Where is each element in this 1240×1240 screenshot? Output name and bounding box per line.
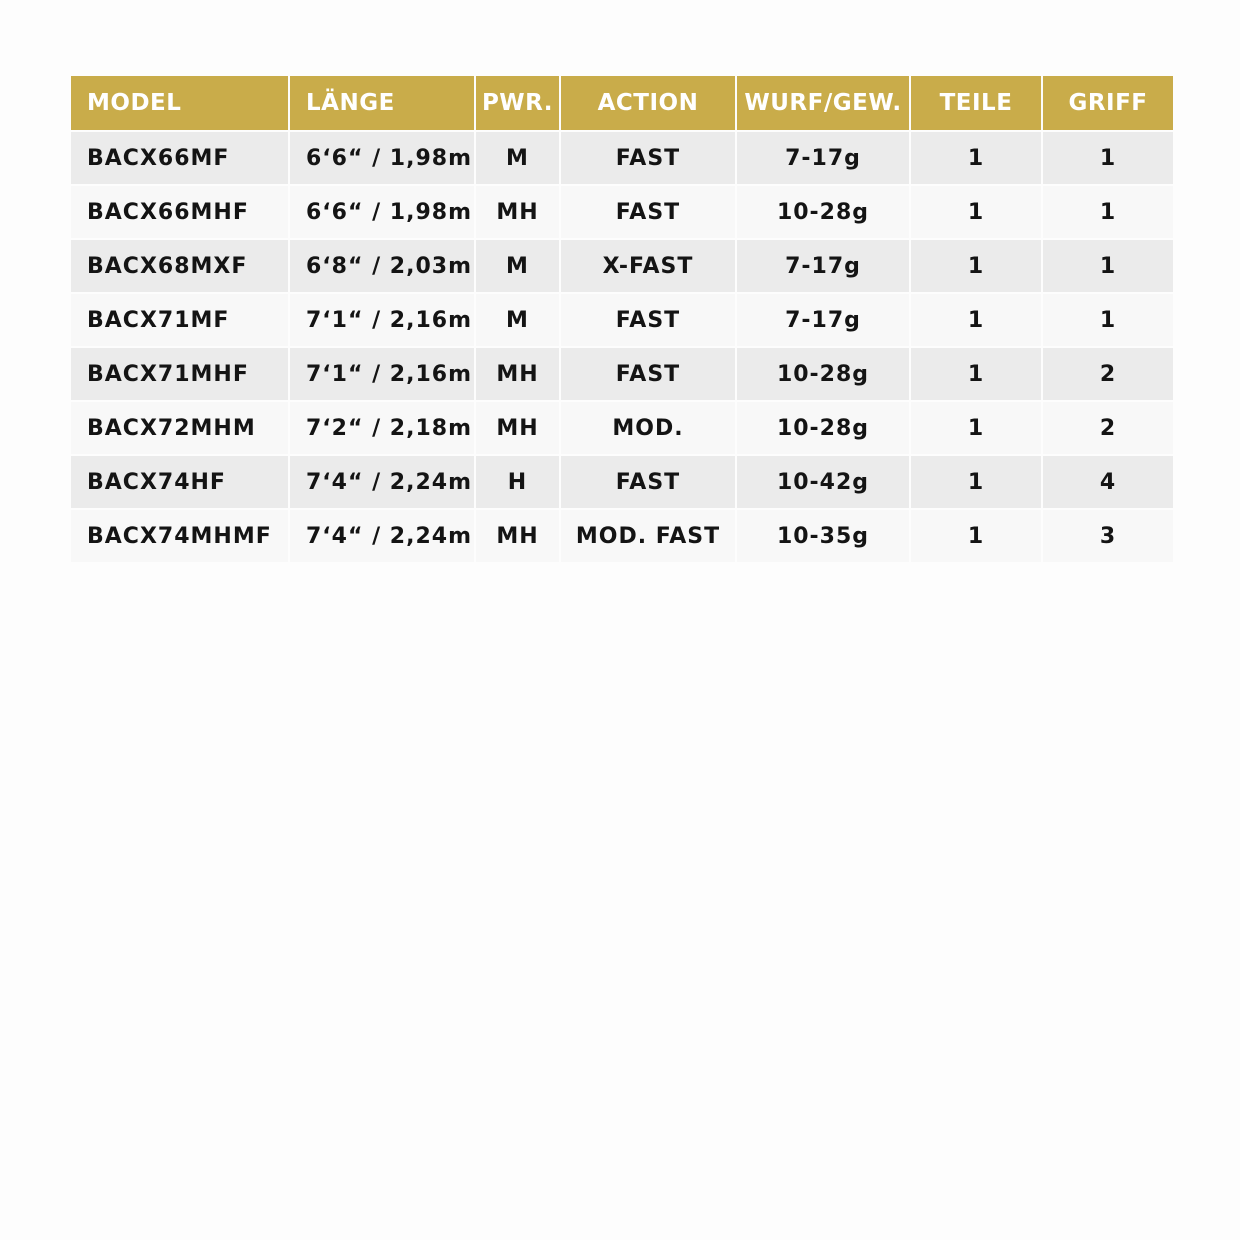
- cell-power: MH: [475, 185, 560, 239]
- cell-grip: 1: [1042, 293, 1173, 347]
- cell-casting-weight: 10-35g: [736, 509, 910, 562]
- cell-model: BACX66MHF: [71, 185, 289, 239]
- cell-length: 7‘4“ / 2,24m: [289, 455, 475, 509]
- cell-model: BACX72MHM: [71, 401, 289, 455]
- table-header-row: [71, 76, 1173, 131]
- cell-model: BACX68MXF: [71, 239, 289, 293]
- header-power: PWR.: [475, 76, 560, 131]
- cell-action: FAST: [560, 293, 736, 347]
- cell-action: FAST: [560, 131, 736, 185]
- cell-casting-weight: 7-17g: [736, 131, 910, 185]
- header-length: LÄNGE: [289, 76, 475, 131]
- cell-grip: 4: [1042, 455, 1173, 509]
- cell-grip: 1: [1042, 185, 1173, 239]
- table-row: [71, 455, 1173, 509]
- cell-pieces: 1: [910, 347, 1042, 401]
- table-row: [71, 401, 1173, 455]
- cell-power: H: [475, 455, 560, 509]
- table-row: [71, 347, 1173, 401]
- header-model: MODEL: [71, 76, 289, 131]
- rod-spec-table: [71, 76, 1173, 562]
- cell-power: M: [475, 131, 560, 185]
- header-pieces: TEILE: [910, 76, 1042, 131]
- cell-casting-weight: 10-42g: [736, 455, 910, 509]
- cell-casting-weight: 10-28g: [736, 401, 910, 455]
- cell-length: 6‘6“ / 1,98m: [289, 131, 475, 185]
- cell-grip: 3: [1042, 509, 1173, 562]
- cell-pieces: 1: [910, 509, 1042, 562]
- cell-grip: 1: [1042, 239, 1173, 293]
- cell-pieces: 1: [910, 185, 1042, 239]
- cell-casting-weight: 10-28g: [736, 347, 910, 401]
- header-casting-weight: WURF/GEW.: [736, 76, 910, 131]
- cell-pieces: 1: [910, 131, 1042, 185]
- cell-length: 7‘2“ / 2,18m: [289, 401, 475, 455]
- table-row: [71, 185, 1173, 239]
- cell-action: MOD. FAST: [560, 509, 736, 562]
- table-row: [71, 509, 1173, 562]
- cell-grip: 1: [1042, 131, 1173, 185]
- cell-length: 7‘1“ / 2,16m: [289, 293, 475, 347]
- cell-power: MH: [475, 509, 560, 562]
- cell-length: 7‘1“ / 2,16m: [289, 347, 475, 401]
- cell-length: 7‘4“ / 2,24m: [289, 509, 475, 562]
- cell-model: BACX74MHMF: [71, 509, 289, 562]
- cell-action: FAST: [560, 347, 736, 401]
- cell-pieces: 1: [910, 455, 1042, 509]
- cell-length: 6‘6“ / 1,98m: [289, 185, 475, 239]
- cell-casting-weight: 10-28g: [736, 185, 910, 239]
- cell-action: X-FAST: [560, 239, 736, 293]
- cell-pieces: 1: [910, 293, 1042, 347]
- table-row: [71, 131, 1173, 185]
- cell-pieces: 1: [910, 239, 1042, 293]
- cell-grip: 2: [1042, 401, 1173, 455]
- table-row: [71, 239, 1173, 293]
- cell-length: 6‘8“ / 2,03m: [289, 239, 475, 293]
- cell-action: FAST: [560, 455, 736, 509]
- cell-power: M: [475, 239, 560, 293]
- cell-power: MH: [475, 347, 560, 401]
- cell-casting-weight: 7-17g: [736, 239, 910, 293]
- header-grip: GRIFF: [1042, 76, 1173, 131]
- cell-power: MH: [475, 401, 560, 455]
- header-action: ACTION: [560, 76, 736, 131]
- cell-casting-weight: 7-17g: [736, 293, 910, 347]
- cell-model: BACX66MF: [71, 131, 289, 185]
- cell-model: BACX74HF: [71, 455, 289, 509]
- cell-action: MOD.: [560, 401, 736, 455]
- cell-power: M: [475, 293, 560, 347]
- cell-action: FAST: [560, 185, 736, 239]
- table-row: [71, 293, 1173, 347]
- cell-model: BACX71MHF: [71, 347, 289, 401]
- cell-grip: 2: [1042, 347, 1173, 401]
- cell-pieces: 1: [910, 401, 1042, 455]
- cell-model: BACX71MF: [71, 293, 289, 347]
